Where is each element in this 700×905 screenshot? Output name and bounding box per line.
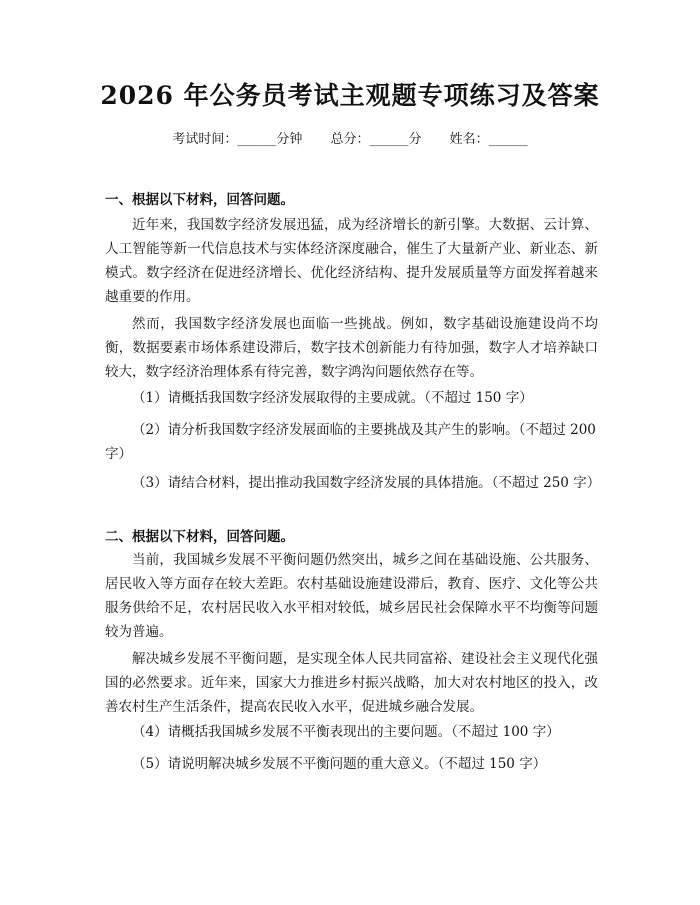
exam-time-blank: ______ bbox=[237, 132, 277, 147]
question-2: （2）请分析我国数字经济发展面临的主要挑战及其产生的影响。（不超过 200 字） bbox=[105, 422, 596, 462]
exam-time-label: 考试时间： bbox=[172, 132, 238, 147]
exam-time-unit: 分钟 bbox=[276, 132, 303, 147]
student-name-blank: ______ bbox=[488, 132, 528, 147]
total-score-label: 总分： bbox=[330, 132, 370, 147]
exam-time bbox=[172, 130, 302, 150]
student-name-label: 姓名： bbox=[449, 132, 489, 147]
total-score-blank: ______ bbox=[369, 132, 409, 147]
question-3: （3）请结合材料，提出推动我国数字经济发展的具体措施。（不超过 250 字） bbox=[132, 475, 601, 491]
total-score-unit: 分 bbox=[408, 132, 422, 147]
student-name bbox=[450, 130, 528, 150]
section-1-heading: 一、根据以下材料，回答问题。 bbox=[105, 192, 294, 208]
question-4: （4）请概括我国城乡发展不平衡表现出的主要问题。（不超过 100 字） bbox=[132, 724, 560, 740]
section-2-paragraph-1: 当前，我国城乡发展不平衡问题仍然突出，城乡之间在基础设施、公共服务、居民收入等方面存在较大差距。农村基础设施建设滞后，教育、医疗、文化等公共服务供给不足，农村居民收入水平相对较低，城乡居民社会保障水平不均衡等问题较为普遍。 bbox=[105, 552, 598, 640]
section-2-paragraph-2: 解决城乡发展不平衡问题，是实现全体人民共同富裕、建设社会主义现代化强国的必然要求。近年来，国家大力推进乡村振兴战略，加大对农村地区的投入，改善农村生产生活条件，提高农民收入水平，促进城乡融合发展。 bbox=[105, 651, 598, 715]
document-title: 2026 年公务员考试主观题专项练习及答案 bbox=[100, 81, 600, 110]
section-1-paragraph-1: 近年来，我国数字经济发展迅猛，成为经济增长的新引擎。大数据、云计算、人工智能等新一代信息技术与实体经济深度融合，催生了大量新产业、新业态、新模式。数字经济在促进经济增长、优化经济结构、提升发展质量等方面发挥着越来越重要的作用。 bbox=[105, 217, 598, 305]
exam-info-line bbox=[0, 130, 700, 150]
total-score bbox=[330, 130, 421, 150]
section-1-paragraph-2: 然而，我国数字经济发展也面临一些挑战。例如，数字基础设施建设尚不均衡，数据要素市场体系建设滞后，数字技术创新能力有待加强，数字人才培养缺口较大，数字经济治理体系有待完善，数字鸿沟问题依然存在等。 bbox=[105, 316, 598, 380]
question-5: （5）请说明解决城乡发展不平衡问题的重大意义。（不超过 150 字） bbox=[132, 756, 547, 772]
section-2-heading: 二、根据以下材料，回答问题。 bbox=[105, 529, 294, 545]
question-1: （1）请概括我国数字经济发展取得的主要成就。（不超过 150 字） bbox=[132, 390, 533, 406]
